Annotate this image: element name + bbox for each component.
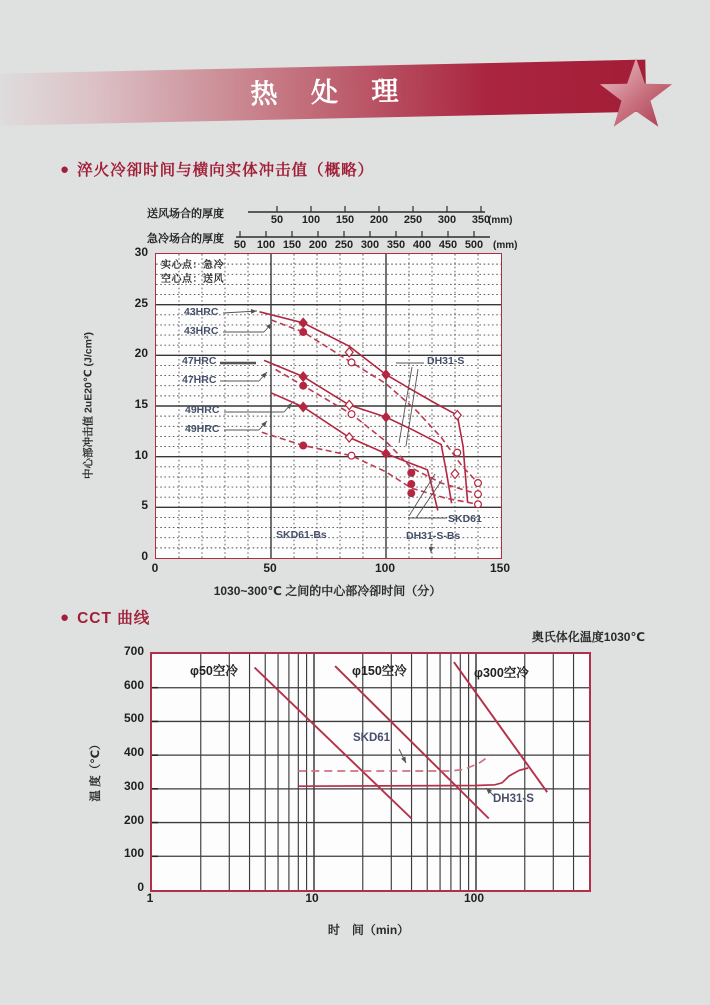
hardness-label: 47HRC <box>182 374 217 386</box>
thickness-tick-label: 200 <box>369 214 389 226</box>
legend-solid-points: 实心点：急冷 <box>161 260 224 271</box>
thickness-tick-label: 300 <box>360 239 380 251</box>
marker-solid-diamond <box>299 372 307 381</box>
x-tick-label: 1 <box>146 891 154 905</box>
bullet-icon: ● <box>60 160 70 178</box>
hardness-label: 43HRC <box>184 306 219 318</box>
thickness-axis-unit: (mm) <box>488 215 513 226</box>
x-tick-label: 50 <box>263 561 277 575</box>
chart2-x-axis-title: 时 间（min） <box>327 923 410 937</box>
marker-hollow-circle <box>454 449 461 456</box>
marker-solid-circle <box>408 469 415 476</box>
marker-solid-diamond <box>382 370 390 379</box>
x-tick-label: 150 <box>489 561 511 575</box>
marker-hollow-diamond <box>451 469 459 478</box>
hardness-label: 49HRC <box>185 423 220 435</box>
marker-solid-diamond <box>382 413 390 422</box>
y-tick-label: 30 <box>134 245 148 259</box>
curve-name-label: SKD61 <box>353 732 391 744</box>
curve-DH31-S-47HRC <box>264 360 452 503</box>
marker-hollow-circle <box>475 491 482 498</box>
curve-φ300空冷 <box>454 662 547 792</box>
thickness-tick-label: 50 <box>233 239 247 251</box>
marker-solid-circle <box>300 382 307 389</box>
thickness-tick-label: 250 <box>403 214 423 226</box>
y-tick-label: 400 <box>123 745 144 760</box>
thickness-tick-label: 350 <box>471 214 491 226</box>
thickness-tick-label: 500 <box>464 239 484 251</box>
thickness-tick-label: 400 <box>412 239 432 251</box>
thickness-tick-label: 150 <box>282 239 302 251</box>
x-tick-label: 100 <box>463 891 485 905</box>
page-title: 热 处 理 <box>250 75 412 110</box>
x-tick-label: 0 <box>151 561 159 575</box>
marker-hollow-circle <box>348 452 355 459</box>
marker-hollow-circle <box>475 501 482 508</box>
thickness-tick-label: 100 <box>301 214 321 226</box>
section-1-title: 淬火冷卻时间与横向实体冲击值（概略） <box>77 162 375 179</box>
section-1-header <box>60 158 374 180</box>
y-tick-label: 100 <box>123 846 144 861</box>
legend-hollow-points: 空心点：送风 <box>161 274 224 285</box>
header-banner <box>0 60 646 126</box>
leader-arrowhead <box>251 309 257 314</box>
thickness-axis-name: 急冷场合的厚度 <box>147 233 224 245</box>
marker-solid-diamond <box>299 402 307 411</box>
thickness-tick-label: 150 <box>335 214 355 226</box>
curve-name-label: φ300空冷 <box>474 666 529 680</box>
curve-SKD61-43HRC <box>271 320 478 483</box>
curve-name-label: φ50空冷 <box>190 664 238 678</box>
chart2-y-axis-title: 温 度（℃） <box>90 738 102 802</box>
cct-chart-plot <box>150 652 591 892</box>
section-2-title: CCT 曲线 <box>77 610 151 627</box>
curve-DH31-S-43HRC <box>260 312 468 503</box>
curve-SKD61 <box>298 756 490 772</box>
marker-hollow-diamond <box>345 400 353 409</box>
star-icon <box>598 55 674 135</box>
leader-arrowhead <box>401 757 406 763</box>
leader-line <box>406 369 418 446</box>
steel-grade-annotation: SKD61-Bs <box>276 529 327 541</box>
y-tick-label: 500 <box>123 711 144 726</box>
y-tick-label: 700 <box>123 644 144 658</box>
marker-hollow-diamond <box>345 433 353 442</box>
marker-hollow-circle <box>348 359 355 366</box>
thickness-tick-label: 100 <box>256 239 276 251</box>
y-tick-label: 10 <box>134 447 148 462</box>
y-tick-label: 20 <box>134 346 148 361</box>
hardness-label: 43HRC <box>184 325 219 337</box>
y-tick-label: 300 <box>123 778 144 793</box>
thickness-tick-label: 300 <box>437 214 457 226</box>
leader-arrowhead <box>429 547 434 553</box>
marker-solid-circle <box>300 329 307 336</box>
section-2-header <box>60 606 150 628</box>
thickness-axis-name: 送风场合的厚度 <box>147 208 224 220</box>
y-tick-label: 15 <box>134 397 148 411</box>
thickness-tick-label: 450 <box>438 239 458 251</box>
marker-solid-circle <box>408 490 415 497</box>
x-tick-label: 100 <box>374 561 396 575</box>
y-tick-label: 600 <box>123 677 144 692</box>
cct-chart-canvas <box>152 654 589 890</box>
chart1-x-axis-title: 1030~300℃ 之间的中心部冷卻时间（分） <box>213 584 442 598</box>
y-tick-label: 25 <box>134 295 148 310</box>
marker-hollow-circle <box>475 480 482 487</box>
marker-hollow-circle <box>348 411 355 418</box>
x-tick-label: 10 <box>305 891 319 905</box>
thickness-tick-label: 50 <box>270 214 284 226</box>
thickness-axis-unit: (mm) <box>493 240 518 251</box>
y-tick-label: 0 <box>137 880 144 894</box>
bullet-icon: ● <box>60 608 70 626</box>
marker-solid-circle <box>300 442 307 449</box>
thickness-tick-label: 250 <box>334 239 354 251</box>
chart1-y-axis-title: 中心部冲击值 2uE20℃ (J/cm²) <box>82 332 95 479</box>
thickness-tick-label: 200 <box>308 239 328 251</box>
hardness-label: 49HRC <box>185 404 220 416</box>
y-tick-label: 200 <box>123 812 144 827</box>
curve-name-label: DH31-S <box>493 793 534 805</box>
hardness-label: 47HRC <box>182 355 217 367</box>
curve-name-label: φ150空冷 <box>352 664 407 678</box>
y-tick-label: 0 <box>141 549 148 563</box>
y-tick-label: 5 <box>141 498 148 513</box>
austenitizing-note: 奥氏体化温度1030℃ <box>531 630 645 644</box>
steel-grade-annotation: DH31-S-Bs <box>406 530 461 542</box>
marker-solid-diamond <box>299 318 307 327</box>
thickness-tick-label: 350 <box>386 239 406 251</box>
curve-DH31-S <box>298 768 528 786</box>
steel-grade-annotation: SKD61 <box>448 513 482 525</box>
steel-grade-annotation: DH31-S <box>427 355 465 367</box>
marker-solid-circle <box>408 481 415 488</box>
